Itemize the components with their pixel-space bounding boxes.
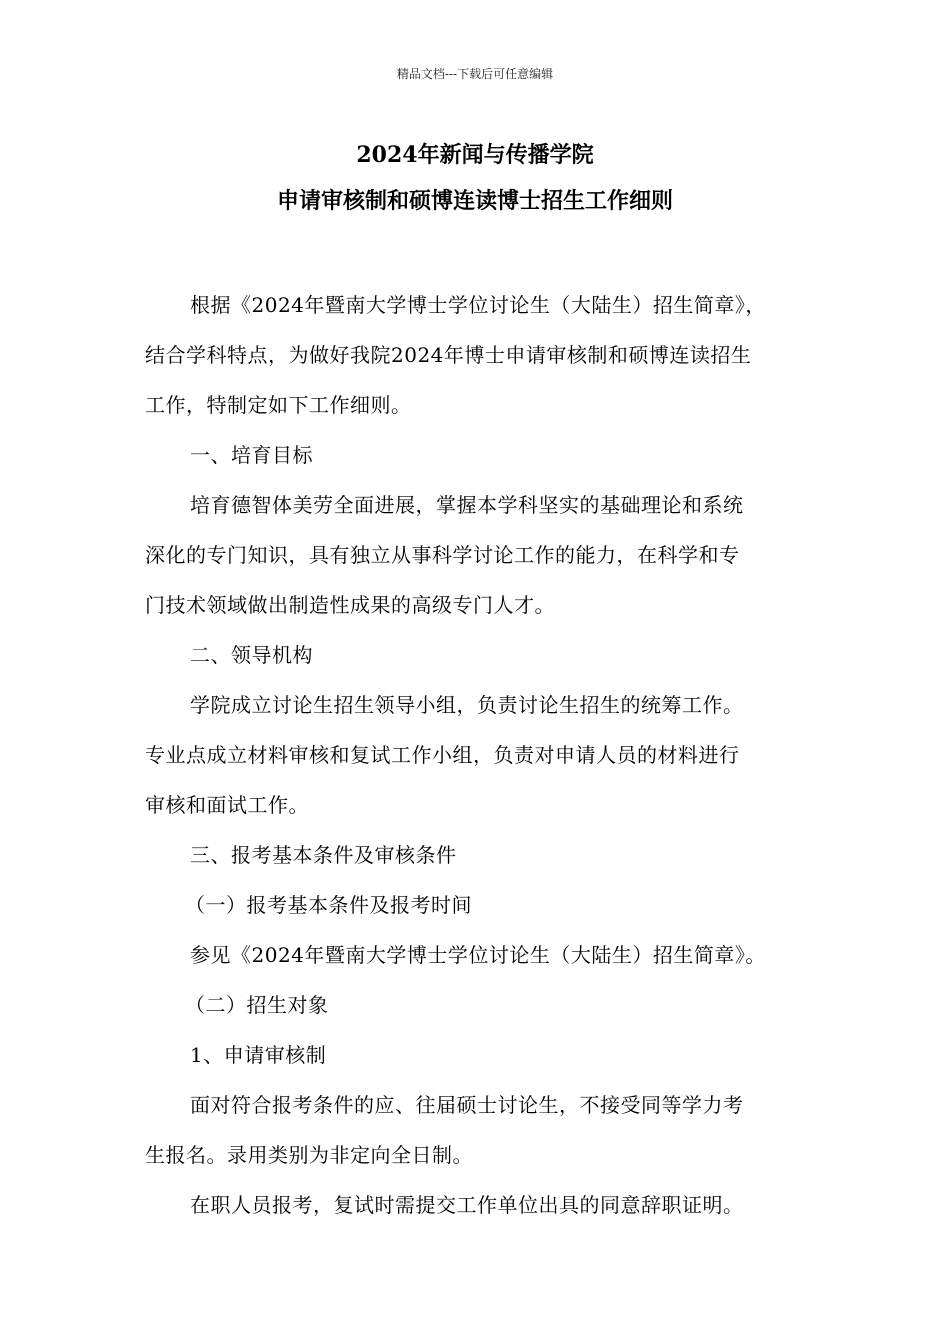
header-note: 精品文档---下载后可任意编辑 (396, 67, 554, 81)
section-1-paragraph (145, 480, 815, 630)
section-1-heading: 一、培育目标 (190, 443, 313, 467)
item-1-heading-paragraph (145, 1030, 815, 1080)
section-3-heading: 三、报考基本条件及审核条件 (190, 843, 457, 867)
subsection-2-heading: （二）招生对象 (185, 993, 329, 1017)
section-2-line: 专业点成立材料审核和复试工作小组，负责对申请人员的材料进行 (145, 743, 740, 767)
section-2-line: 学院成立讨论生招生领导小组，负责讨论生招生的统筹工作。 (190, 693, 744, 717)
section-2-heading: 二、领导机构 (190, 643, 313, 667)
section-2-line: 审核和面试工作。 (145, 793, 309, 817)
section-1-line: 培育德智体美劳全面进展，掌握本学科坚实的基础理论和系统 (190, 493, 744, 517)
section-2-paragraph (145, 680, 815, 830)
subsection-1-heading-paragraph (145, 880, 815, 930)
intro-line: 结合学科特点，为做好我院2024年博士申请审核制和硕博连读招生 (145, 343, 752, 367)
item-1-heading: 1、申请审核制 (190, 1043, 327, 1067)
subsection-1-text: 参见《2024年暨南大学博士学位讨论生（大陆生）招生简章》。 (190, 943, 766, 967)
subsection-1-heading: （一）报考基本条件及报考时间 (185, 893, 472, 917)
section-1-heading-paragraph (145, 430, 815, 480)
section-3-heading-paragraph (145, 830, 815, 880)
section-2-heading-paragraph (145, 630, 815, 680)
section-1-line: 深化的专门知识，具有独立从事科学讨论工作的能力，在科学和专 (145, 543, 740, 567)
item-1-line: 生报名。录用类别为非定向全日制。 (145, 1143, 473, 1167)
subsection-1-paragraph (145, 930, 815, 980)
item-1-line: 面对符合报考条件的应、往届硕士讨论生，不接受同等学力考 (190, 1093, 744, 1117)
item-1-note-paragraph (145, 1180, 815, 1230)
section-1-line: 门技术领域做出制造性成果的高级专门人才。 (145, 593, 555, 617)
document-title-line-1: 2024年新闻与传播学院 (356, 142, 594, 168)
document-title-line-2: 申请审核制和硕博连读博士招生工作细则 (276, 188, 673, 214)
intro-line: 根据《2024年暨南大学博士学位讨论生（大陆生）招生简章》， (190, 293, 766, 317)
subsection-2-heading-paragraph (145, 980, 815, 1030)
intro-line: 工作，特制定如下工作细则。 (145, 393, 412, 417)
intro-paragraph (145, 280, 815, 430)
item-1-paragraph (145, 1080, 815, 1180)
document-body (145, 280, 815, 1230)
item-1-note: 在职人员报考，复试时需提交工作单位出具的同意辞职证明。 (190, 1193, 744, 1217)
